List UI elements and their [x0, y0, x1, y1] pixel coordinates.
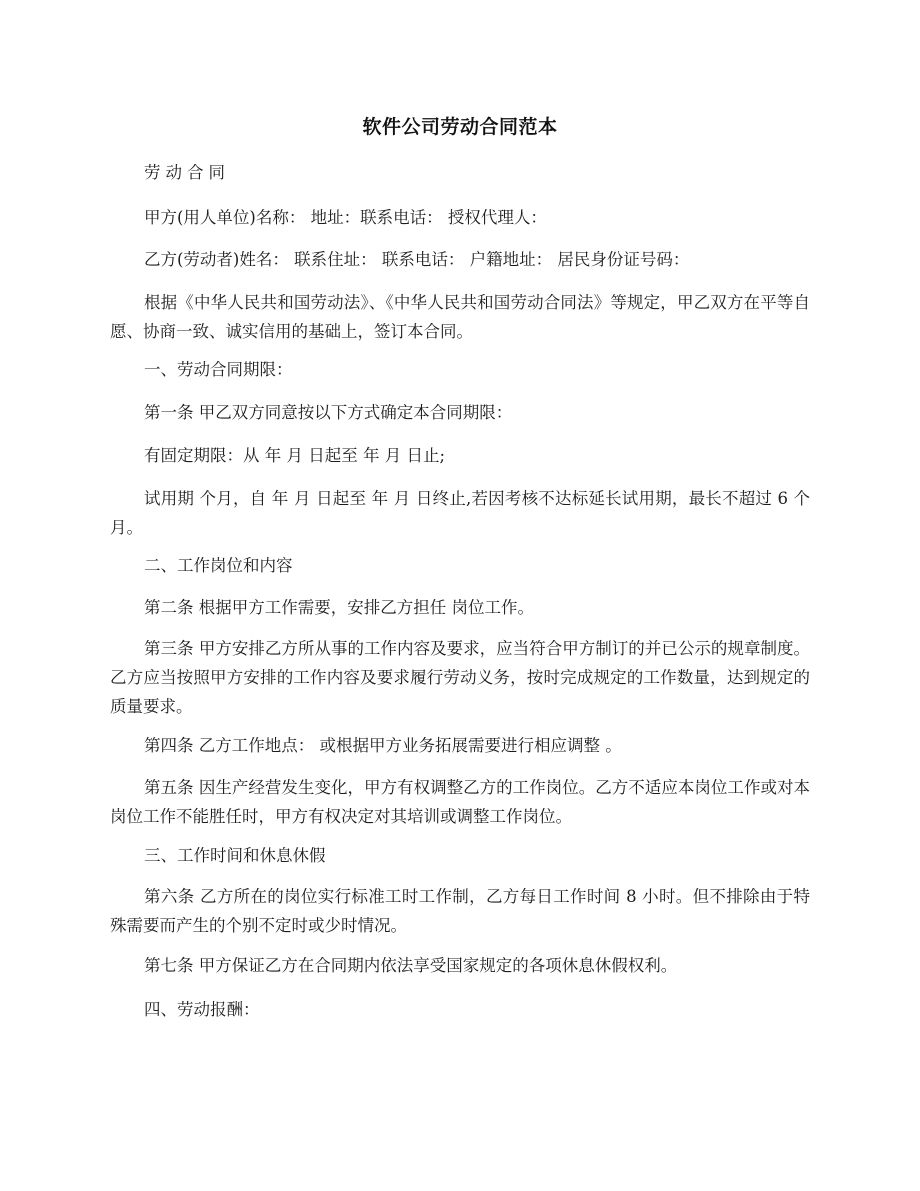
document-title: 软件公司劳动合同范本 — [362, 116, 558, 138]
section-heading-working-hours: 三、工作时间和休息休假 — [144, 846, 326, 865]
article-4: 第四条 乙方工作地点： 或根据甲方业务拓展需要进行相应调整 。 — [144, 736, 622, 755]
section-heading-remuneration: 四、劳动报酬： — [144, 1000, 260, 1019]
section-heading-job: 二、工作岗位和内容 — [144, 556, 293, 575]
paragraph-probation: 试用期 个月，自 年 月 日起至 年 月 日终止,若因考核不达标延长试用期，最长不超过 6 个月。 — [110, 489, 810, 537]
paragraph-party-a: 甲方(用人单位)名称： 地址：联系电话： 授权代理人： — [144, 208, 547, 227]
paragraph-party-b: 乙方(劳动者)姓名： 联系住址： 联系电话： 户籍地址： 居民身份证号码： — [144, 250, 690, 269]
article-5: 第五条 因生产经营发生变化，甲方有权调整乙方的工作岗位。乙方不适应本岗位工作或对本岗位工作不能胜任时，甲方有权决定对其培训或调整工作岗位。 — [110, 778, 810, 826]
paragraph-fixed-term: 有固定期限：从 年 月 日起至 年 月 日止; — [144, 446, 446, 465]
paragraph-preamble: 根据《中华人民共和国劳动法》、《中华人民共和国劳动合同法》等规定，甲乙双方在平等自愿、协商一致、诚实信用的基础上，签订本合同。 — [110, 293, 810, 341]
article-3: 第三条 甲方安排乙方所从事的工作内容及要求，应当符合甲方制订的并已公示的规章制度。乙方应当按照甲方安排的工作内容及要求履行劳动义务，按时完成规定的工作数量，达到规定的质量要求。 — [110, 639, 810, 716]
article-2: 第二条 根据甲方工作需要，安排乙方担任 岗位工作。 — [144, 598, 534, 617]
article-7: 第七条 甲方保证乙方在合同期内依法享受国家规定的各项休息休假权利。 — [144, 956, 678, 975]
article-6: 第六条 乙方所在的岗位实行标准工时工作制，乙方每日工作时间 8 小时。但不排除由于特殊需要而产生的个别不定时或少时情况。 — [110, 887, 810, 935]
article-1: 第一条 甲乙双方同意按以下方式确定本合同期限： — [144, 403, 513, 422]
paragraph-contract-heading: 劳动合同 — [144, 163, 230, 182]
section-heading-contract-term: 一、劳动合同期限： — [144, 360, 293, 379]
